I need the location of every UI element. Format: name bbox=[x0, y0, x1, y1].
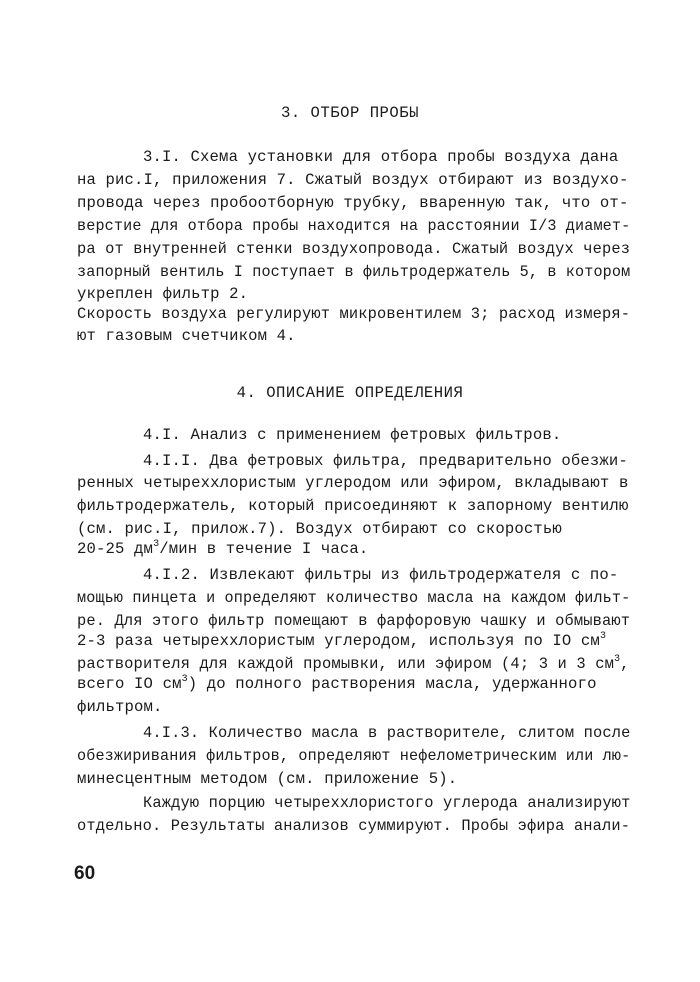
text-line: фильтродержатель, который присоединяют к запорному вентилю bbox=[77, 497, 629, 515]
text-fragment: растворителя для каждой промывки, или эфиром (4; 3 и 3 см bbox=[77, 655, 615, 673]
text-line: ре. Для этого фильтр помещают в фарфоровую чашку и обмывают bbox=[77, 612, 631, 630]
text-line: ренных четыреххлористым углеродом или эфиром, вкладывают в bbox=[77, 474, 629, 492]
text-line: фильтром. bbox=[77, 698, 163, 716]
superscript: 3 bbox=[153, 539, 160, 550]
text-line: на рис.I, приложения 7. Сжатый воздух отбирают из воздухо- bbox=[77, 171, 629, 189]
text-line: провода через пробоотборную трубку, вваренную так, что от- bbox=[77, 194, 629, 212]
section-4-heading: 4. ОПИСАНИЕ ОПРЕДЕЛЕНИЯ bbox=[236, 384, 464, 402]
text-line: отдельно. Результаты анализов суммируют. Пробы эфира анали- bbox=[77, 817, 631, 835]
text-line: мощью пинцета и определяют количество масла на каждом фильт- bbox=[77, 589, 631, 607]
text-line: ют газовым счетчиком 4. bbox=[77, 327, 296, 345]
text-fragment: 2-3 раза четыреххлористым углеродом, используя по IO см bbox=[77, 632, 600, 650]
page-number: 60 bbox=[74, 863, 96, 884]
text-line bbox=[77, 632, 606, 650]
text-line bbox=[77, 540, 368, 558]
text-line: укреплен фильтр 2. bbox=[77, 285, 249, 303]
text-line: минесцентным методом (см. приложение 5). bbox=[77, 770, 458, 788]
text-line: Скорость воздуха регулируют микровентилем 3; расход измеря- bbox=[77, 305, 631, 323]
superscript: 3 bbox=[599, 631, 607, 642]
text-line: 4.I.2. Извлекают фильтры из фильтродержателя с по- bbox=[143, 566, 619, 584]
text-line: верстие для отбора пробы находится на расстоянии I/3 диамет- bbox=[77, 217, 631, 235]
text-line: обезжиривания фильтров, определяют нефелометрическим или лю- bbox=[77, 747, 631, 765]
text-line: (см. рис.I, прилож.7). Воздух отбирают со скоростью bbox=[77, 520, 562, 538]
text-line bbox=[77, 655, 630, 673]
text-line: запорный вентиль I поступает в фильтродержатель 5, в котором bbox=[77, 263, 631, 281]
text-fragment: /мин в течение I часа. bbox=[159, 540, 369, 558]
superscript: 3 bbox=[181, 674, 188, 685]
text-fragment: ) до полного растворения масла, удержанного bbox=[187, 675, 597, 693]
superscript: 3 bbox=[614, 654, 621, 665]
text-line: Каждую порцию четыреххлористого углерода анализируют bbox=[143, 794, 631, 812]
text-line bbox=[77, 675, 597, 693]
text-fragment: 20-25 дм bbox=[77, 540, 154, 558]
text-fragment: всего IO см bbox=[77, 675, 182, 693]
text-line: 4.I.I. Два фетровых фильтра, предварительно обезжи- bbox=[143, 452, 628, 470]
subsection-heading: 4.I. Анализ с применением фетровых фильтров. bbox=[143, 426, 562, 444]
text-line: ра от внутренней стенки воздухопровода. Сжатый воздух через bbox=[77, 240, 631, 258]
text-fragment: , bbox=[620, 655, 630, 673]
text-line: 4.I.3. Количество масла в растворителе, слитом после bbox=[143, 724, 631, 742]
section-3-heading: 3. ОТБОР ПРОБЫ bbox=[280, 104, 419, 122]
text-line: 3.I. Схема установки для отбора пробы воздуха дана bbox=[143, 148, 619, 166]
